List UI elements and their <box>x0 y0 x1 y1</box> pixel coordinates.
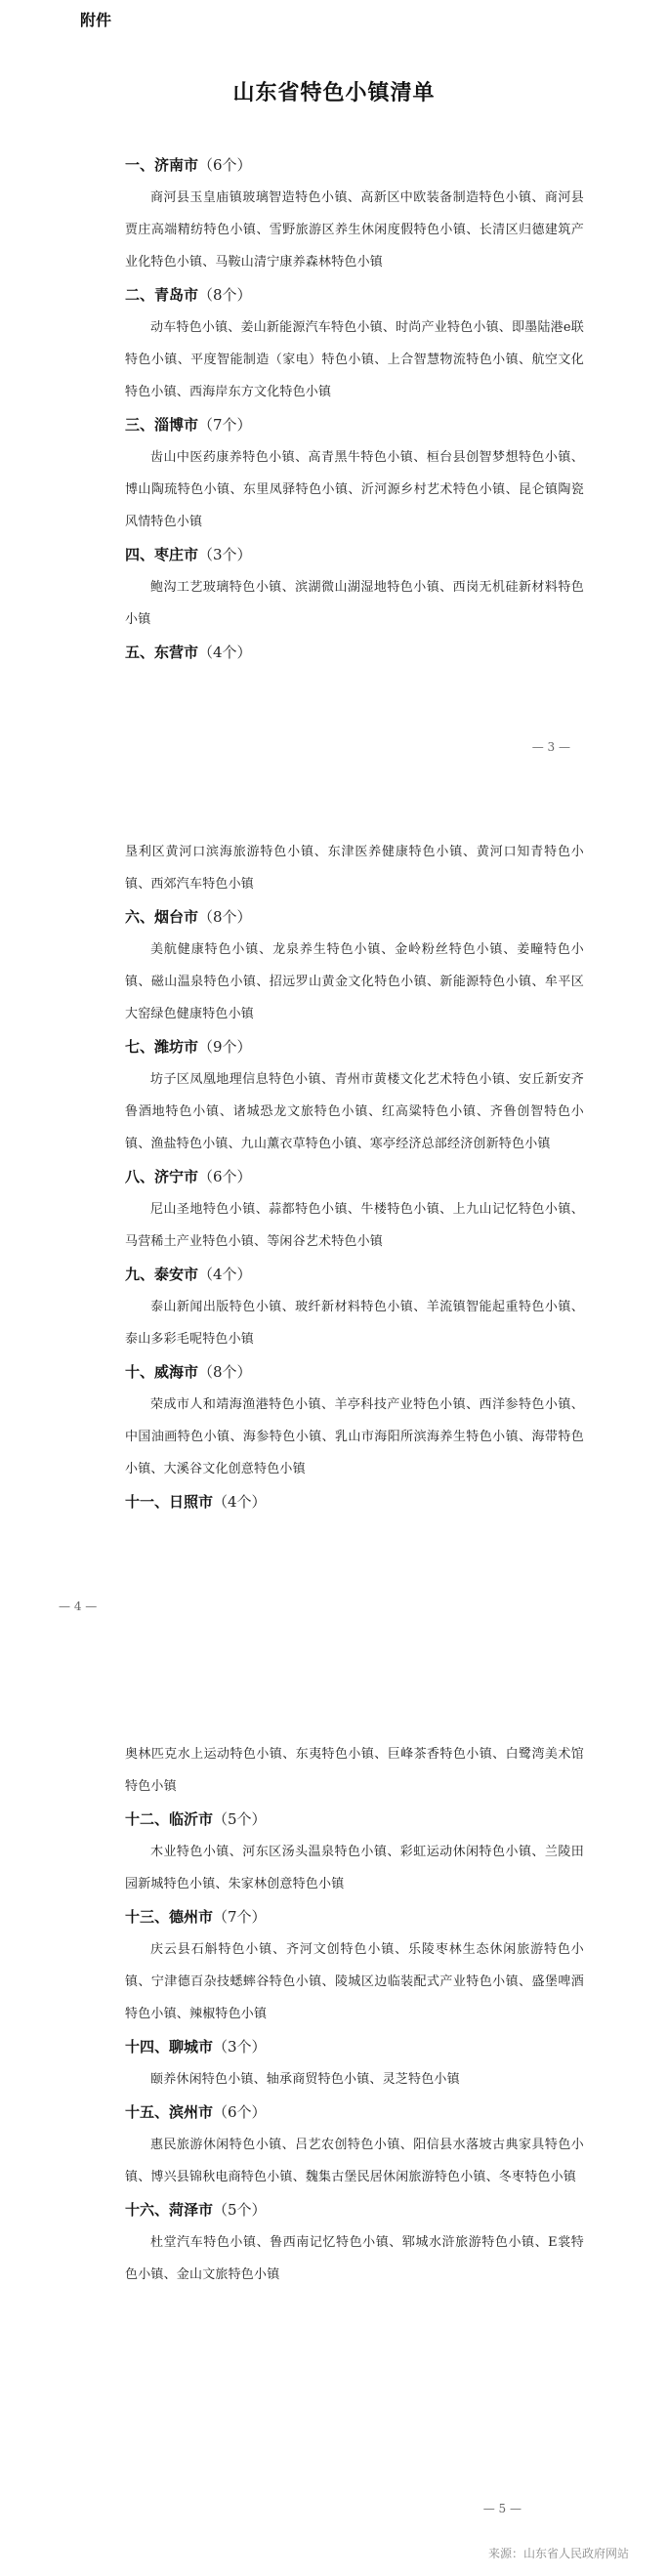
section-heading-linyi: 十二、临沂市（5个） <box>125 1810 267 1828</box>
section-text-yantai: 美航健康特色小镇、龙泉养生特色小镇、金岭粉丝特色小镇、姜疃特色小镇、磁山温泉特色小镇、招远罗山黄金文化特色小镇、新能源特色小镇、牟平区大窑绿色健康特色小镇 <box>125 942 584 1021</box>
section-text-dezhou: 庆云县石斛特色小镇、齐河文创特色小镇、乐陵枣林生态休闲旅游特色小镇、宁津德百杂技蟋蟀谷特色小镇、陵城区边临装配式产业特色小镇、盛堡啤酒特色小镇、辣椒特色小镇 <box>125 1942 584 2021</box>
document-title: 山东省特色小镇清单 <box>232 80 436 105</box>
page-1-content <box>125 148 584 669</box>
continuation-text-dongying: 垦利区黄河口滨海旅游特色小镇、东津医养健康特色小镇、黄河口知青特色小镇、西郊汽车特色小镇 <box>125 845 584 892</box>
document-page-3 <box>0 1631 668 2576</box>
section-text-jinan: 商河县玉皇庙镇玻璃智造特色小镇、高新区中欧装备制造特色小镇、商河县贾庄高端精纺特色小镇、雪野旅游区养生休闲度假特色小镇、长清区归德建筑产业化特色小镇、马鞍山清宁康养森林特色小镇 <box>125 190 584 270</box>
section-heading-dezhou: 十三、德州市（7个） <box>125 1908 267 1926</box>
section-heading-jining: 八、济宁市（6个） <box>125 1168 252 1185</box>
section-heading-weihai: 十、威海市（8个） <box>125 1363 252 1381</box>
section-heading-zibo: 三、淄博市（7个） <box>125 416 252 434</box>
page-2-content <box>125 836 584 1518</box>
section-heading-yantai: 六、烟台市（8个） <box>125 908 252 926</box>
section-text-qingdao: 动车特色小镇、姜山新能源汽车特色小镇、时尚产业特色小镇、即墨陆港e联特色小镇、平度智能制造（家电）特色小镇、上合智慧物流特色小镇、航空文化特色小镇、西海岸东方文化特色小镇 <box>125 320 584 399</box>
section-text-taian: 泰山新闻出版特色小镇、玻纤新材料特色小镇、羊流镇智能起重特色小镇、泰山多彩毛呢特色小镇 <box>125 1300 584 1347</box>
section-text-weihai: 荣成市人和靖海渔港特色小镇、羊亭科技产业特色小镇、西洋参特色小镇、中国油画特色小镇、海参特色小镇、乳山市海阳所滨海养生特色小镇、海带特色小镇、大溪谷文化创意特色小镇 <box>125 1397 584 1476</box>
section-text-binzhou: 惠民旅游休闲特色小镇、吕艺农创特色小镇、阳信县水落坡古典家具特色小镇、博兴县锦秋电商特色小镇、魏集古堡民居休闲旅游特色小镇、冬枣特色小镇 <box>125 2138 584 2184</box>
section-text-weifang: 坊子区凤凰地理信息特色小镇、青州市黄楼文化艺术特色小镇、安丘新安齐鲁酒地特色小镇、诸城恐龙文旅特色小镇、红高粱特色小镇、齐鲁创智特色小镇、渔盐特色小镇、九山薰衣草特色小镇、寒亭经济总部经济创新特色小镇 <box>125 1072 584 1151</box>
document-page-1 <box>0 0 668 801</box>
section-text-zaozhuang: 鲍沟工艺玻璃特色小镇、滨湖微山湖湿地特色小镇、西岗无机硅新材料特色小镇 <box>125 580 584 627</box>
attachment-label: 附件 <box>80 11 112 29</box>
continuation-text-rizhao: 奥林匹克水上运动特色小镇、东夷特色小镇、巨峰茶香特色小镇、白鹭湾美术馆特色小镇 <box>125 1747 584 1794</box>
section-heading-binzhou: 十五、滨州市（6个） <box>125 2103 267 2121</box>
source-credit: 来源：山东省人民政府网站 <box>487 2547 629 2560</box>
section-heading-liaocheng: 十四、聊城市（3个） <box>125 2038 267 2056</box>
section-heading-dongying: 五、东营市（4个） <box>125 644 252 661</box>
section-heading-heze: 十六、菏泽市（5个） <box>125 2201 267 2219</box>
section-text-liaocheng: 颐养休闲特色小镇、轴承商贸特色小镇、灵芝特色小镇 <box>150 2072 460 2087</box>
section-heading-jinan: 一、济南市（6个） <box>125 156 252 174</box>
section-heading-rizhao: 十一、日照市（4个） <box>125 1493 267 1511</box>
section-text-heze: 杜堂汽车特色小镇、鲁西南记忆特色小镇、郓城水浒旅游特色小镇、E裳特色小镇、金山文旅特色小镇 <box>125 2235 584 2282</box>
section-heading-taian: 九、泰安市（4个） <box>125 1266 252 1283</box>
page-number: — 4 — <box>59 1600 98 1613</box>
section-text-zibo: 齿山中医药康养特色小镇、高青黑牛特色小镇、桓台县创智梦想特色小镇、博山陶琉特色小镇、东里凤驿特色小镇、沂河源乡村艺术特色小镇、昆仑镇陶瓷风情特色小镇 <box>125 450 584 529</box>
section-heading-weifang: 七、潍坊市（9个） <box>125 1038 252 1056</box>
document-page-2 <box>0 801 668 1631</box>
page-number: — 5 — <box>482 2502 522 2515</box>
section-text-linyi: 木业特色小镇、河东区汤头温泉特色小镇、彩虹运动休闲特色小镇、兰陵田园新城特色小镇、朱家林创意特色小镇 <box>125 1845 584 1891</box>
section-heading-zaozhuang: 四、枣庄市（3个） <box>125 546 252 563</box>
section-text-jining: 尼山圣地特色小镇、蒜都特色小镇、牛楼特色小镇、上九山记忆特色小镇、马营稀土产业特色小镇、等闲谷艺术特色小镇 <box>125 1202 584 1249</box>
page-number: — 3 — <box>531 740 570 754</box>
section-heading-qingdao: 二、青岛市（8个） <box>125 286 252 304</box>
page-3-content <box>125 1738 584 2291</box>
